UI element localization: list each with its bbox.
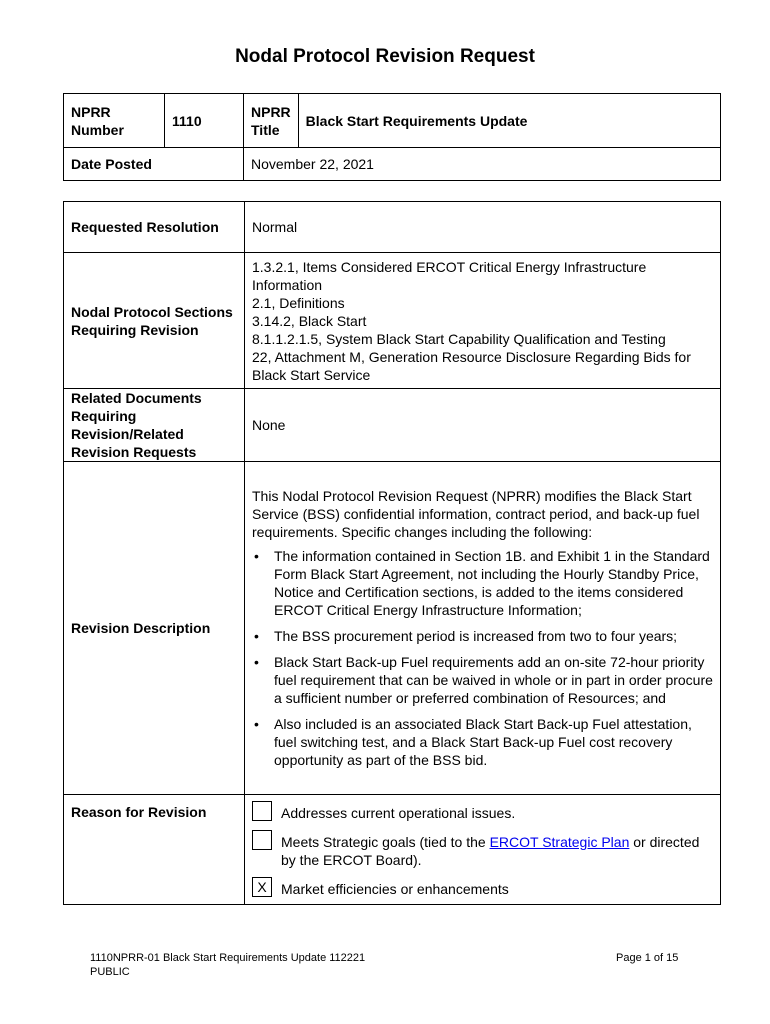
bullet-icon: • bbox=[254, 548, 259, 564]
list-item bbox=[252, 653, 713, 707]
nprr-number-label: NPRR Number bbox=[64, 94, 165, 148]
date-posted-label: Date Posted bbox=[64, 148, 244, 181]
reason-label: Reason for Revision bbox=[64, 795, 245, 905]
list-item bbox=[252, 547, 713, 619]
bullet-text: The BSS procurement period is increased from two to four years; bbox=[274, 628, 678, 644]
header-table bbox=[63, 93, 721, 181]
reason-options bbox=[245, 795, 721, 905]
section-item: 2.1, Definitions bbox=[252, 294, 345, 311]
footer-doc-id: 1110NPRR-01 Black Start Requirements Update 112221 bbox=[90, 952, 366, 964]
resolution-value: Normal bbox=[245, 202, 721, 253]
description-bullets bbox=[252, 547, 713, 769]
section-item: 8.1.1.2.1.5, System Black Start Capability Qualification and Testing bbox=[252, 330, 666, 347]
reason-text-operational: Addresses current operational issues. bbox=[281, 805, 516, 821]
reason-option-operational bbox=[252, 801, 713, 822]
checkbox-operational[interactable] bbox=[252, 801, 272, 821]
resolution-label: Requested Resolution bbox=[64, 202, 245, 253]
details-table bbox=[63, 201, 721, 905]
nprr-title-label: NPRR Title bbox=[244, 94, 299, 148]
sections-label: Nodal Protocol Sections Requiring Revision bbox=[64, 253, 245, 389]
reason-text-strategic-before: Meets Strategic goals (tied to the bbox=[281, 834, 490, 850]
section-item: 22, Attachment M, Generation Resource Disclosure Regarding Bids for Black Start Service bbox=[252, 348, 691, 383]
list-item bbox=[252, 715, 713, 769]
section-item: 3.14.2, Black Start bbox=[252, 312, 367, 329]
description-label: Revision Description bbox=[64, 462, 245, 795]
nprr-title-value: Black Start Requirements Update bbox=[298, 94, 720, 148]
reason-text-efficiencies: Market efficiencies or enhancements bbox=[281, 881, 509, 897]
nprr-number-value: 1110 bbox=[165, 94, 244, 148]
reason-text-strategic-after: or directed by the ERCOT Board). bbox=[281, 834, 700, 868]
bullet-text: The information contained in Section 1B. and Exhibit 1 in the Standard Form Black Start Agreement, not including the Hourly Standby Price, Notice and Certification sections, is added to the items considered ERCOT Critical Energy Infrastructure Information; bbox=[274, 548, 710, 618]
page-number: Page 1 of 15 bbox=[616, 952, 679, 964]
reason-text-strategic bbox=[281, 830, 713, 869]
bullet-text: Black Start Back-up Fuel requirements add an on-site 72-hour priority fuel requirement that can be waived in whole or in part in order procure a sufficient number or preferred combination of Resources; and bbox=[274, 654, 713, 706]
sections-list bbox=[245, 253, 721, 389]
bullet-icon: • bbox=[254, 654, 259, 670]
date-posted-value: November 22, 2021 bbox=[244, 148, 721, 181]
checkbox-strategic[interactable] bbox=[252, 830, 272, 850]
checkbox-efficiencies[interactable]: X bbox=[252, 877, 272, 897]
bullet-text: Also included is an associated Black Start Back-up Fuel attestation, fuel switching test, and a Black Start Back-up Fuel cost recovery opportunity as part of the BSS bid. bbox=[274, 716, 692, 768]
footer-left bbox=[90, 951, 365, 979]
related-value: None bbox=[245, 389, 721, 462]
footer-classification: PUBLIC bbox=[90, 966, 130, 978]
section-item: 1.3.2.1, Items Considered ERCOT Critical Energy Infrastructure Information bbox=[252, 258, 647, 293]
description-intro: This Nodal Protocol Revision Request (NPRR) modifies the Black Start Service (BSS) confidential information, contract period, and back-up fuel requirements. Specific changes including the following: bbox=[252, 488, 700, 540]
bullet-icon: • bbox=[254, 628, 259, 644]
ercot-strategic-plan-link[interactable]: ERCOT Strategic Plan bbox=[489, 834, 630, 850]
reason-option-strategic bbox=[252, 830, 713, 869]
document-title: Nodal Protocol Revision Request bbox=[235, 46, 535, 67]
related-label: Related Documents Requiring Revision/Related Revision Requests bbox=[64, 389, 245, 462]
reason-option-efficiencies bbox=[252, 877, 713, 898]
list-item bbox=[252, 627, 713, 645]
bullet-icon: • bbox=[254, 716, 259, 732]
description-body bbox=[245, 462, 721, 795]
